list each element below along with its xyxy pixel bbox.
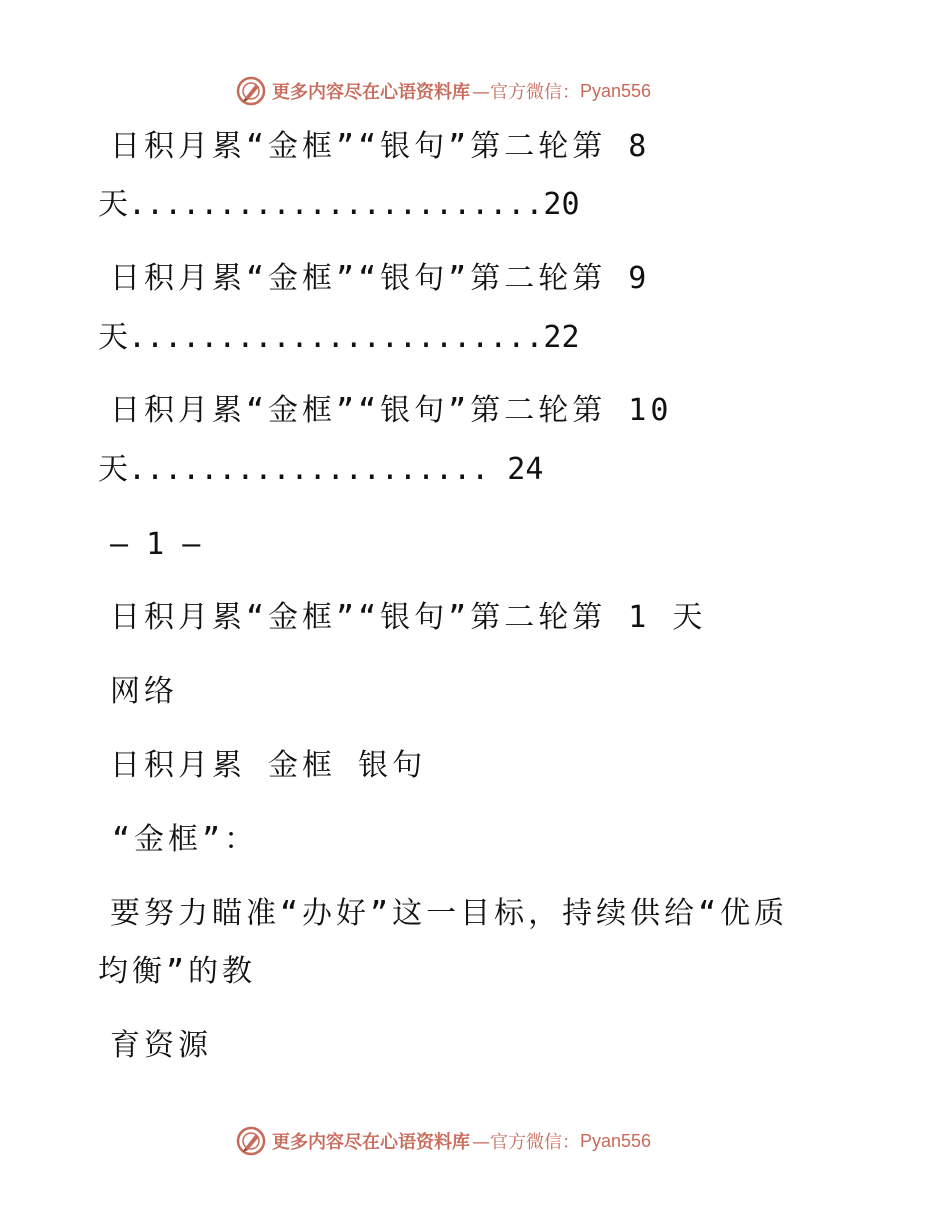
footer-watermark <box>236 1124 651 1158</box>
watermark-text: 更多内容尽在心语资料库 <box>272 1132 470 1153</box>
toc-entry-title: 日积月累“金框”“银句”第二轮第 9 <box>110 261 651 296</box>
watermark-wechat-id: Pyan556 <box>580 1130 652 1151</box>
watermark-separator: —官方微信： <box>472 1132 580 1153</box>
toc-entry-leader: 天.......................20 <box>98 187 580 222</box>
watermark-text: 更多内容尽在心语资料库 <box>272 82 470 103</box>
source-label: 网络 <box>110 674 178 709</box>
page-title: 日积月累“金框”“银句”第二轮第 1 天 <box>110 600 707 635</box>
paragraph-line: 要努力瞄准“办好”这一目标，持续供给“优质 <box>110 896 789 931</box>
page-number: — 1 — <box>110 527 201 562</box>
header-watermark <box>236 74 651 108</box>
toc-entry-leader: 天.................... 24 <box>98 452 544 487</box>
toc-entry-title: 日积月累“金框”“银句”第二轮第 8 <box>110 129 651 164</box>
pen-logo-icon <box>236 76 266 106</box>
toc-entry-title: 日积月累“金框”“银句”第二轮第 10 <box>110 393 673 428</box>
pen-logo-icon <box>236 1126 266 1156</box>
watermark-separator: —官方微信： <box>472 82 580 103</box>
watermark-wechat-id: Pyan556 <box>580 80 652 101</box>
toc-entry-leader: 天.......................22 <box>98 320 580 355</box>
paragraph-line: 均衡”的教 <box>98 954 257 989</box>
section-label: “金框”： <box>112 822 259 857</box>
paragraph-line: 育资源 <box>110 1028 212 1063</box>
tags-line: 日积月累 金框 银句 <box>110 748 427 783</box>
